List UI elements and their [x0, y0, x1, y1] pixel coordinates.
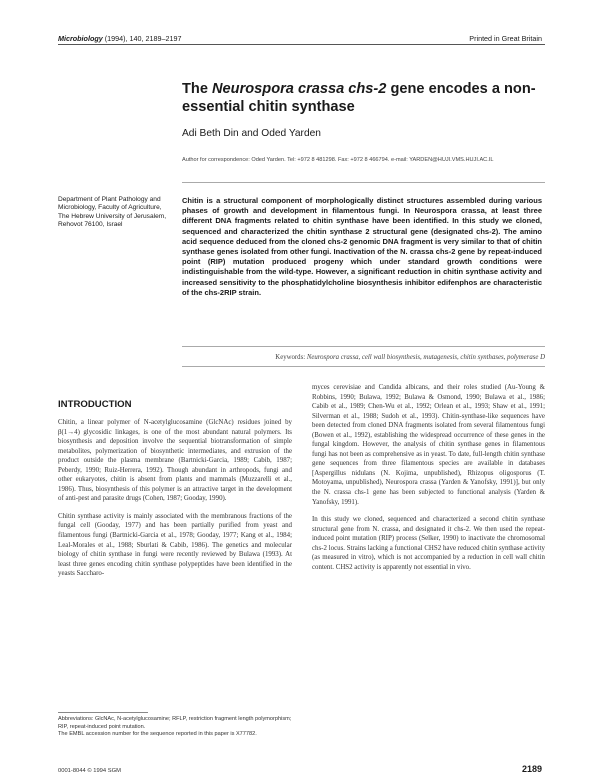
footnote-rule [58, 712, 148, 713]
journal-citation: (1994), 140, 2189–2197 [104, 34, 182, 43]
correspondence-rule [182, 182, 545, 183]
footnote-accession: The EMBL accession number for the sequence reported in this paper is X77782. [58, 731, 257, 738]
page-number: 2189 [521, 764, 542, 774]
intro-paragraph-1: Chitin, a linear polymer of N-acetylglucosamine (GlcNAc) residues joined by β(1→4) glycosidic linkages, is one of the most abundant natural polymers. Its biosynthesis and deposition involve the sequential biotransformation of simple metabolites, polymerization of biosynthetic intermediates, and extrusion of the product outside the plasma membrane (Bartnicki-Garcia, 1989; Cabib, 1987; Peberdy, 1990; Ruiz-Herrera, 1992). Though abundant in arthropods, fungi and other eukaryotes, chitin is absent from plants and mammals (Muzzarelli et al., 1986). Thus, biosynthesis of this polymer is an attractive target in the development of anti-pest and parasite drugs (Cohen, 1987; Gooday, 1990). [58, 419, 292, 503]
title-suffix: gene encodes a non-essential chitin synthase [182, 81, 536, 115]
correspondence-note: Author for correspondence: Oded Yarden. Tel: +972 8 481298. Fax: +972 8 466794. e-mail: YARDEN@HUJI.VMS.HUJI.AC.IL [182, 157, 494, 163]
running-header-journal [58, 34, 181, 43]
footnote-abbreviations: Abbreviations: GlcNAc, N-acetylglucosamine; RFLP, restriction fragment length polymorphism; RIP, repeat-induced point mutation. [58, 716, 292, 730]
abstract-text: Chitin is a structural component of morphologically distinct structures assembled during various phases of growth and development in filamentous fungi. In Neurospora crassa, at least three different DNA fragments related to chitin synthase have been identified. In this study we cloned, sequenced and characterized the chitin synthase 2 structural gene (designated chs-2). The amino acid sequence deduced from the cloned chs-2 genomic DNA fragment is very similar to that of chitin synthase genes isolated from other fungi. Inactivation of the N. crassa chs-2 gene by repeat-induced point (RIP) mutation produced progeny which under standard growth conditions were indistinguishable from the wild-type. However, a significant reduction in chitin synthase activity and increased sensitivity to the phosphatidylcholine biosynthesis inhibitor edifenphos are characteristic of the chs-2RIP strain. [182, 196, 542, 297]
issn-code: 0001-8044 © 1994 SGM [58, 768, 121, 774]
intro-paragraph-3: myces cerevisiae and Candida albicans, and their roles studied (Au-Young & Robbins, 1990; Bulawa, 1992; Bulawa & Osmond, 1990; Bulawa et al., 1986; Cabib et al., 1989; Chen-Wu et al., 1992; Orlean et al., 1993; Shaw et al., 1991; Silverman et al., 1988; Sudoh et al., 1993). Chitin-synthase-like sequences have been detected from cloned DNA fragments isolated from several filamentous fungi (Bowen et al., 1992), establishing the widespread occurrence of these genes in the fungal kingdom. However, the analysis of chitin synthase genes in filamentous fungi has not been as comprehensive as in yeast. To date, full-length chitin synthase gene sequences from three filamentous species are available in databases [Aspergillus nidulans (N. Kojima, unpublished), Rhizopus oligosporus (T. Motoyama, unpublished), Neurospora crassa (Yarden & Yanofsky, 1991)], but only the N. crassa chs-1 gene has been subjected to functional analysis (Yarden & Yanofsky, 1991). [312, 384, 545, 506]
intro-paragraph-2: Chitin synthase activity is mainly associated with the membranous fractions of the fungal cell (Gooday, 1977) and has been partially purified from yeast and filamentous fungi (Bartnicki-Garcia et al., 1978; Gooday, 1977; Kang et al., 1984; Leal-Morales et al., 1988; Sburlati & Cabib, 1986). The genetics and molecular biology of chitin synthase in fungi were recently reviewed by Bulawa (1993). At least three genes encoding chitin synthase polypeptides have been identified in the yeasts Saccharo- [58, 512, 292, 578]
intro-left-column [58, 418, 292, 587]
keywords-rule [182, 366, 545, 367]
abstract-rule [182, 346, 545, 347]
title-species: Neurospora crassa chs-2 [212, 81, 387, 97]
article-title [182, 80, 542, 116]
author-list: Adi Beth Din and Oded Yarden [182, 128, 321, 139]
author-affiliation: Department of Plant Pathology and Microbiology, Faculty of Agriculture, The Hebrew University of Jerusalem, Rehovot 76100, Israel [58, 196, 167, 228]
journal-name: Microbiology [58, 34, 103, 43]
intro-right-column [312, 383, 545, 580]
intro-paragraph-4: In this study we cloned, sequenced and characterized a second chitin synthase structural gene from N. crassa, and designated it chs-2. We then used the repeat-induced point mutation (RIP) process (Selker, 1990) to inactivate the chromosomal chs-2 locus. Strains lacking a functional CHS2 have reduced chitin synthase activity (as measured in vitro), which is not accompanied by a reduction in cell wall chitin content. CHS2 activity is apparently not essential in vivo. [312, 516, 545, 571]
keywords-label: Keywords: [275, 354, 306, 361]
printed-in: Printed in Great Britain [469, 34, 542, 43]
footnote [58, 716, 292, 739]
header-rule [58, 44, 545, 45]
keywords-line [220, 354, 545, 361]
keywords-text: Neurospora crassa, cell wall biosynthesis, mutagenesis, chitin synthases, polymerase D [306, 354, 545, 361]
title-prefix: The [182, 81, 212, 97]
section-heading-introduction: INTRODUCTION [58, 399, 132, 410]
